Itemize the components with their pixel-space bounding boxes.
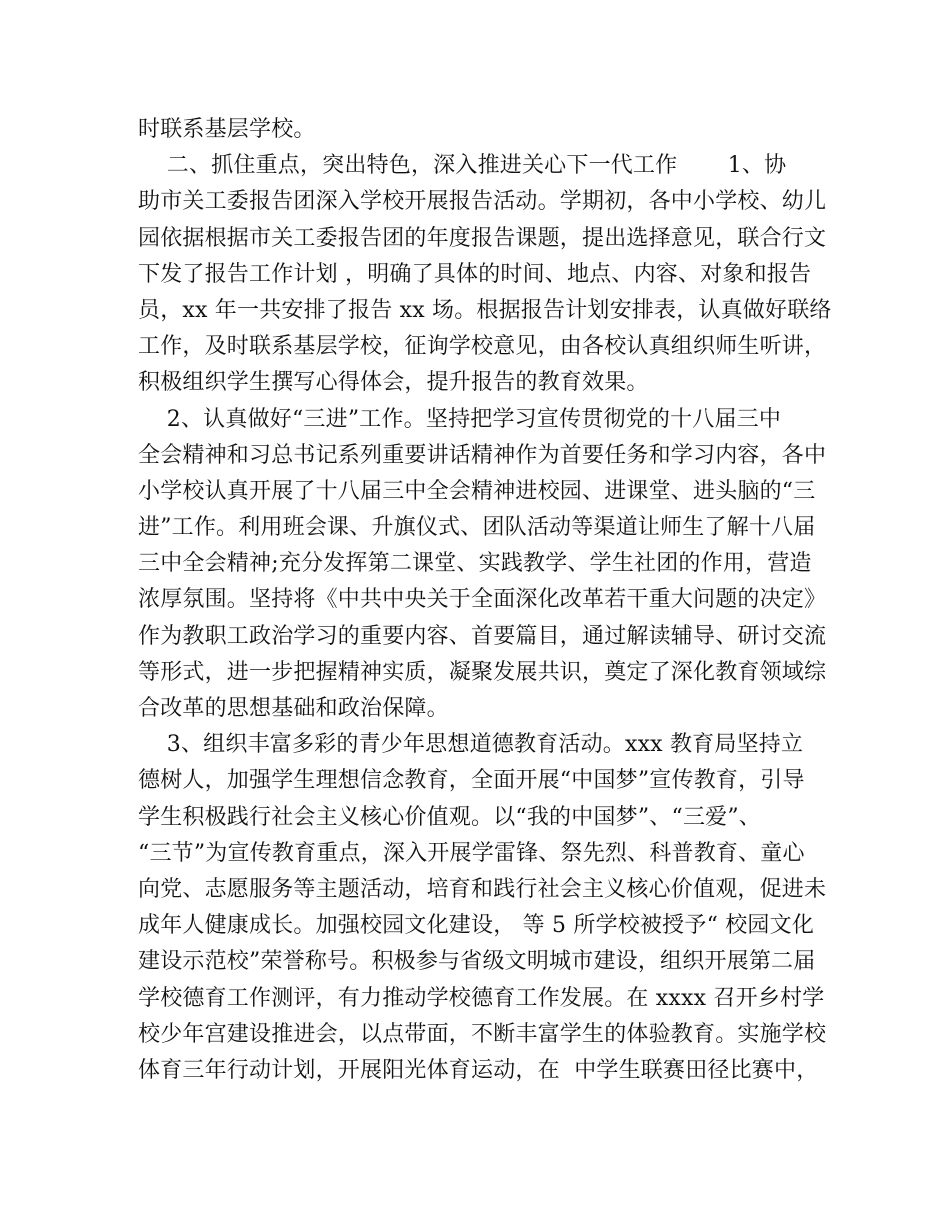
text-line: 德树人，加强学生理想信念教育，全面开展“中国梦”宣传教育，引导	[138, 768, 805, 794]
text-line: 全会精神和习总书记系列重要讲话精神作为首要任务和学习内容，各中	[138, 442, 827, 468]
text-line: 成年人健康成长。加强校园文化建设， 等 5 所学校被授予“ 校园文化	[138, 913, 815, 939]
text-line: 工作，及时联系基层学校，征询学校意见，由各校认真组织师生听讲，	[138, 334, 827, 360]
text-line: 体育三年行动计划，开展阳光体育运动，在 中学生联赛田径比赛中，	[138, 1057, 819, 1083]
text-line: 学生积极践行社会主义核心价值观。以“我的中国梦”、“三爱”、	[138, 804, 761, 830]
text-line: 3、组织丰富多彩的青少年思想道德教育活动。xxx 教育局坚持立	[138, 732, 804, 758]
text-line: “三节”为宣传教育重点，深入开展学雷锋、祭先烈、科普教育、童心	[138, 840, 805, 866]
text-line: 2、认真做好“三进”工作。坚持把学习宣传贯彻党的十八届三中	[138, 406, 782, 432]
text-line: 等形式，进一步把握精神实质，凝聚发展共识，奠定了深化教育领域综	[138, 659, 827, 685]
text-line: 小学校认真开展了十八届三中全会精神进校园、进课堂、进头脑的“三	[138, 478, 816, 504]
text-line: 三中全会精神;充分发挥第二课堂、实践教学、学生社团的作用，营造	[138, 551, 812, 577]
text-line: 进”工作。利用班会课、升旗仪式、团队活动等渠道让师生了解十八届	[138, 515, 816, 541]
text-line: 下发了报告工作计划 ，明确了具体的时间、地点、内容、对象和报告	[138, 261, 812, 287]
text-line: 建设示范校”荣誉称号。积极参与省级文明城市建设，组织开展第二届	[138, 949, 816, 975]
text-line: 时联系基层学校。	[138, 117, 316, 142]
text-line: 校少年宫建设推进会，以点带面，不断丰富学生的体验教育。实施学校	[138, 1021, 827, 1047]
text-line: 学校德育工作测评，有力推动学校德育工作发展。在 xxxx 召开乡村学	[138, 985, 825, 1011]
text-line: 合改革的思想基础和政治保障。	[138, 696, 449, 721]
text-line: 向党、志愿服务等主题活动，培育和践行社会主义核心价值观，促进未	[138, 876, 827, 902]
text-line: 积极组织学生撰写心得体会，提升报告的教育效果。	[138, 370, 649, 396]
body-text	[138, 112, 832, 1089]
text-line: 员，xx 年一共安排了报告 xx 场。根据报告计划安排表，认真做好联络	[138, 297, 832, 323]
text-line: 助市关工委报告团深入学校开展报告活动。学期初，各中小学校、幼儿	[138, 189, 827, 215]
text-line: 二、抓住重点，突出特色，深入推进关心下一代工作 1、协	[138, 153, 787, 179]
text-line: 作为教职工政治学习的重要内容、首要篇目，通过解读辅导、研讨交流	[138, 623, 827, 649]
text-line: 浓厚氛围。坚持将《中共中央关于全面深化改革若干重大问题的决定》	[138, 587, 827, 613]
text-line: 园依据根据市关工委报告团的年度报告课题，提出选择意见，联合行文	[138, 225, 827, 251]
